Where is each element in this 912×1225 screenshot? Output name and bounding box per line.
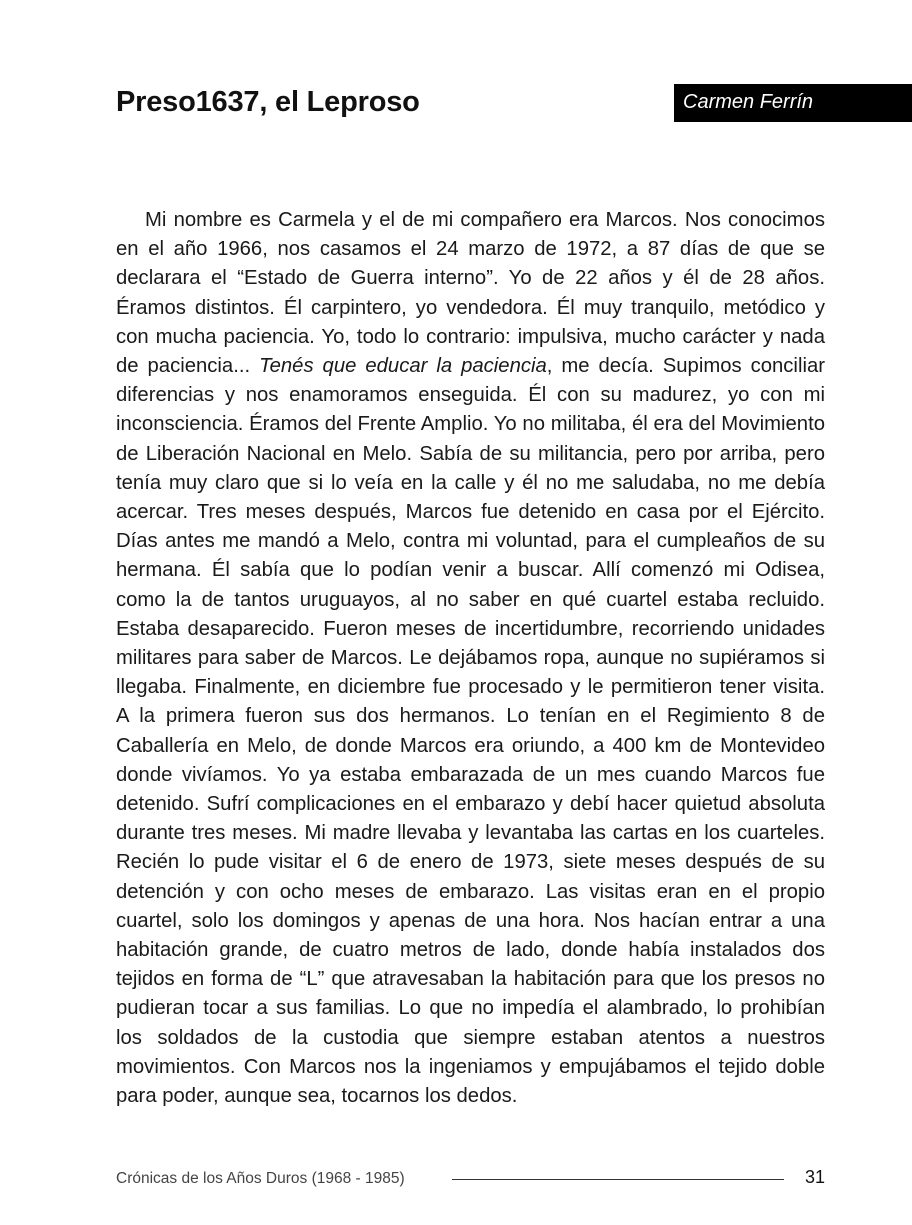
author-name: Carmen Ferrín [683,91,814,113]
body-text-after: , me decía. Supimos conciliar diferencias y nos enamoramos enseguida. Él con su madurez, yo con mi inconsciencia. Éramos del Frente Amplio. Yo no militaba, él era del Movimiento de Liberación Nacional en Melo. Sabía de su militancia, pero por arriba, pero tenía muy claro que si lo veía en la calle y él no me saludaba, no me debía acercar. Tres meses después, Marcos fue detenido en casa por el Ejército. Días antes me mandó a Melo, contra mi voluntad, para el cumpleaños de su hermana. Él sabía que lo podían venir a buscar. Allí comenzó mi Odisea, como la de tantos uruguayos, al no saber en qué cuartel estaba recluido. Estaba desaparecido. Fueron meses de incertidumbre, recorriendo unidades militares para saber de Marcos. Le dejábamos ropa, aunque no supiéramos si llegaba. Finalmente, en diciembre fue procesado y le permitieron tener visita. A la primera fueron sus dos hermanos. Lo tenían en el Regimiento 8 de Caballería en Melo, de donde Marcos era oriundo, a 400 km de Montevideo donde vivíamos. Yo ya estaba embarazada de un mes cuando Marcos fue detenido. Sufrí complicaciones en el embarazo y debí hacer quietud absoluta durante tres meses. Mi madre llevaba y levantaba las cartas en los cuarteles. Recién lo pude visitar el 6 de enero de 1973, siete meses después de su detención y con ocho meses de embarazo. Las visitas eran en el propio cuartel, solo los domingos y apenas de una hora. Nos hacían entrar a una habitación grande, de cuatro metros de lado, donde había instalados dos tejidos en forma de “L” que atravesaban la habitación para que los presos no pudieran tocar a sus familias. Lo que no impedía el alambrado, lo prohibían los soldados de la custodia que siempre estaban atentos a nuestros movimientos. Con Marcos nos la ingeniamos y empujábamos el tejido doble para poder, aunque sea, tocarnos los dedos. [116,355,825,1108]
author-banner [674,84,912,122]
body-text-before: Mi nombre es Carmela y el de mi compañero era Marcos. Nos conocimos en el año 1966, nos casamos el 24 marzo de 1972, a 87 días de que se declarara el “Estado de Guerra interno”. Yo de 22 años y él de 28 años. Éramos distintos. Él carpintero, yo vendedora. Él muy tranquilo, metódico y con mucha paciencia. Yo, todo lo contrario: impulsiva, mucho carácter y nada de paciencia... [116,209,825,378]
footer-book-title: Crónicas de los Años Duros (1968 - 1985) [116,1170,405,1187]
page-title: Preso1637, el Leproso [116,86,420,118]
body-italic-quote: Tenés que educar la paciencia [259,355,547,378]
body-paragraph [116,206,825,1111]
body-text [116,206,825,1111]
footer-divider [452,1179,784,1180]
page-footer [116,1166,825,1192]
page-number: 31 [804,1167,825,1187]
